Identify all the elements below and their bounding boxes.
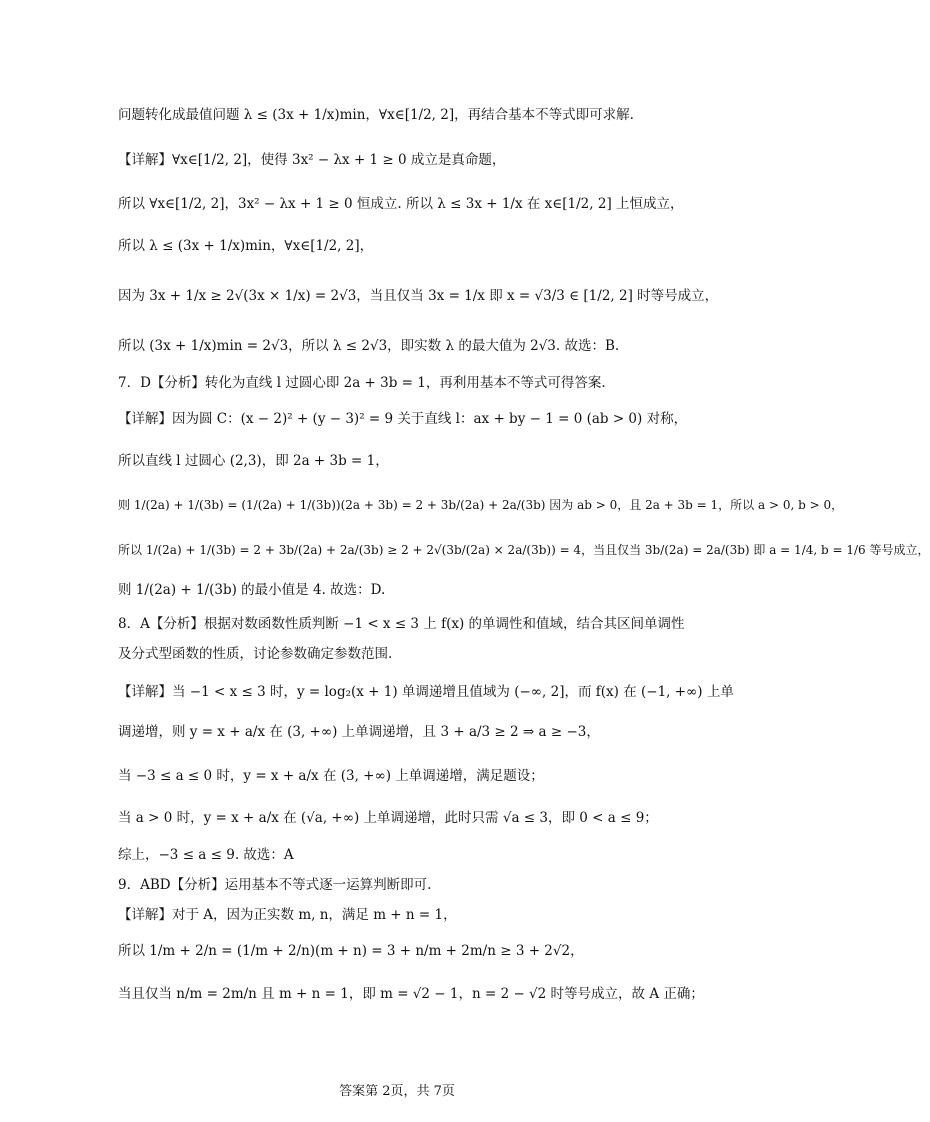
text-line-5: 因为 3x + 1/x ≥ 2√(3x × 1/x) = 2√3，当且仅当 3x = 1/x 即 x = √3/3 ∈ [1/2, 2] 时等号成立， [118, 288, 719, 304]
text-line-15: 【详解】当 −1 < x ≤ 3 时，y = log₂(x + 1) 单调递增且值域为 (−∞, 2]，而 f(x) 在 (−1, +∞) 上单 [118, 684, 734, 700]
text-line-1: 问题转化成最值问题 λ ≤ (3x + 1/x)min，∀x∈[1/2, 2]，再结合基本不等式即可求解. [118, 107, 634, 123]
text-line-23: 当且仅当 n/m = 2m/n 且 m + n = 1，即 m = √2 − 1，n = 2 − √2 时等号成立，故 A 正确； [118, 986, 704, 1002]
text-line-10: 则 1/(2a) + 1/(3b) = (1/(2a) + 1/(3b))(2a + 3b) = 2 + 3b/(2a) + 2a/(3b) 因为 ab > 0，且 2a + 3b = 1，所以 a > 0, b > 0， [118, 498, 844, 512]
text-line-11: 所以 1/(2a) + 1/(3b) = 2 + 3b/(2a) + 2a/(3b) ≥ 2 + 2√(3b/(2a) × 2a/(3b)) = 4，当且仅当 3b/(2a) = 2a/(3b) 即 a = 1/4, b = 1/6 等号成立， [118, 543, 930, 557]
text-line-8: 【详解】因为圆 C：(x − 2)² + (y − 3)² = 9 关于直线 l：ax + by − 1 = 0 (ab > 0) 对称， [118, 411, 688, 427]
text-line-6: 所以 (3x + 1/x)min = 2√3，所以 λ ≤ 2√3，即实数 λ 的最大值为 2√3. 故选：B. [118, 338, 620, 354]
text-line-2: 【详解】∀x∈[1/2, 2]，使得 3x² − λx + 1 ≥ 0 成立是真命题， [118, 152, 506, 168]
text-line-4: 所以 λ ≤ (3x + 1/x)min，∀x∈[1/2, 2]， [118, 238, 374, 254]
text-line-9: 所以直线 l 过圆心 (2,3)，即 2a + 3b = 1， [118, 453, 389, 469]
text-line-18: 当 a > 0 时，y = x + a/x 在 (√a, +∞) 上单调递增，此时只需 √a ≤ 3，即 0 < a ≤ 9； [118, 810, 658, 826]
text-line-19: 综上，−3 ≤ a ≤ 9. 故选：A [118, 847, 294, 863]
page-footer: 答案第 2页，共 7页 [339, 1084, 455, 1099]
text-line-7: 7．D【分析】转化为直线 l 过圆心即 2a + 3b = 1，再利用基本不等式可得答案. [118, 375, 606, 391]
text-line-22: 所以 1/m + 2/n = (1/m + 2/n)(m + n) = 3 + n/m + 2m/n ≥ 3 + 2√2， [118, 943, 584, 959]
text-line-12: 则 1/(2a) + 1/(3b) 的最小值是 4. 故选：D. [118, 582, 386, 598]
text-line-14: 及分式型函数的性质，讨论参数确定参数范围. [118, 646, 393, 662]
text-line-21: 【详解】对于 A，因为正实数 m, n，满足 m + n = 1， [118, 907, 457, 923]
text-line-20: 9．ABD【分析】运用基本不等式逐一运算判断即可. [118, 877, 432, 893]
text-line-13: 8．A【分析】根据对数函数性质判断 −1 < x ≤ 3 上 f(x) 的单调性和值域，结合其区间单调性 [118, 616, 685, 632]
text-line-16: 调递增，则 y = x + a/x 在 (3, +∞) 上单调递增，且 3 + a/3 ≥ 2 ⇒ a ≥ −3， [118, 724, 600, 740]
text-line-3: 所以 ∀x∈[1/2, 2]，3x² − λx + 1 ≥ 0 恒成立. 所以 λ ≤ 3x + 1/x 在 x∈[1/2, 2] 上恒成立， [118, 196, 684, 212]
text-line-17: 当 −3 ≤ a ≤ 0 时，y = x + a/x 在 (3, +∞) 上单调递增，满足题设； [118, 768, 544, 784]
